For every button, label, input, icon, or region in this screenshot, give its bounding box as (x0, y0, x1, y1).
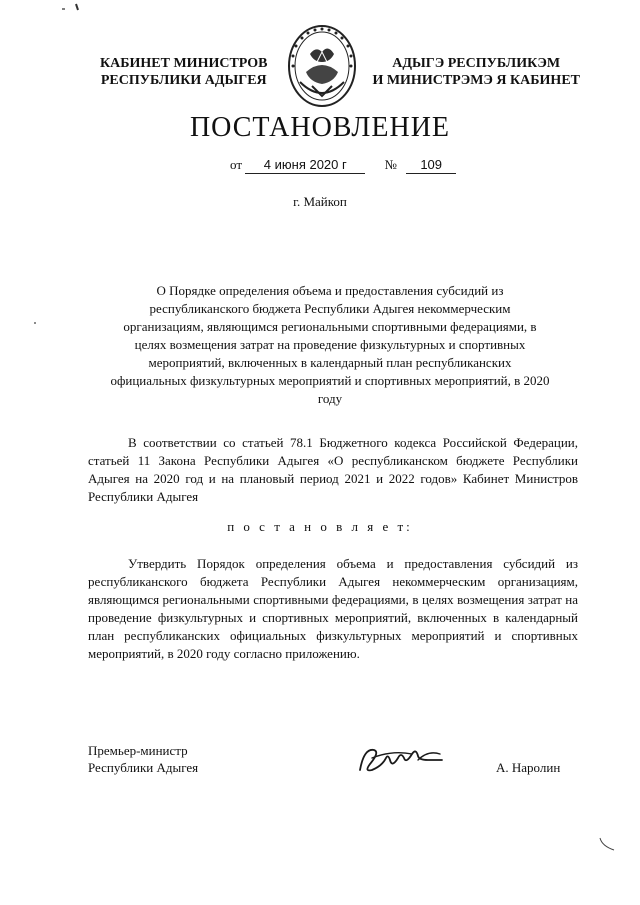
preamble-paragraph: В соответствии со статьей 78.1 Бюджетного кодекса Российской Федерации, статьей 11 Закона Республики Адыгея «О республиканском бюджете Республики Адыгея на 2020 год и на плановый период 2021 и 2022 годов» Кабинет Министров Республики Адыгея (88, 435, 578, 504)
issuer-adyghe-line-1: АДЫГЭ РЕСПУБЛИКЭМ (392, 56, 561, 71)
resolution-paragraph: Утвердить Порядок определения объема и предоставления субсидий из республиканского бюджета Республики Адыгея некоммерческим организациям, являющимся региональными спортивными федерациями, в целях возмещения затрат на проведение физкультурных и спортивных мероприятий, включенных в календарный план республиканских официальных физкультурных мероприятий и спортивных мероприятий, в 2020 году согласно приложению. (88, 556, 578, 661)
date-value: 4 июня 2020 г (245, 157, 365, 174)
document-title: ПОСТАНОВЛЕНИЕ (189, 112, 451, 143)
date-number-line (230, 157, 456, 174)
issuer-line-1: КАБИНЕТ МИНИСТРОВ (100, 56, 268, 71)
signatory-position-line-2: Республики Адыгея (88, 760, 199, 775)
date-label: от (230, 157, 243, 172)
decree-word: п о с т а н о в л я е т: (227, 519, 413, 534)
document-subject: О Порядке определения объема и предоставления субсидий из республиканского бюджета Республики Адыгея некоммерческим организациям, являющимся региональными спортивными федерациями, в целях возмещения затрат на проведение физкультурных и спортивных мероприятий, включенных в календарный план республиканских официальных физкультурных мероприятий и спортивных мероприятий, в 2020 году (110, 283, 550, 406)
republic-coat-of-arms-icon (286, 24, 358, 110)
number-label: № (384, 157, 397, 172)
signatory-name: А. Наролин (496, 760, 561, 775)
issuer-adyghe-line-2: И МИНИСТРЭМЭ Я КАБИНЕТ (372, 73, 580, 88)
number-value: 109 (406, 157, 456, 174)
issuer-name-russian (100, 55, 268, 89)
handwritten-signature-icon (352, 740, 450, 780)
issuer-name-adyghe (372, 55, 580, 89)
issuer-line-2: РЕСПУБЛИКИ АДЫГЕЯ (100, 73, 267, 88)
signatory-position (88, 742, 198, 776)
issue-city: г. Майкоп (293, 194, 347, 209)
signatory-position-line-1: Премьер-министр (88, 743, 188, 758)
